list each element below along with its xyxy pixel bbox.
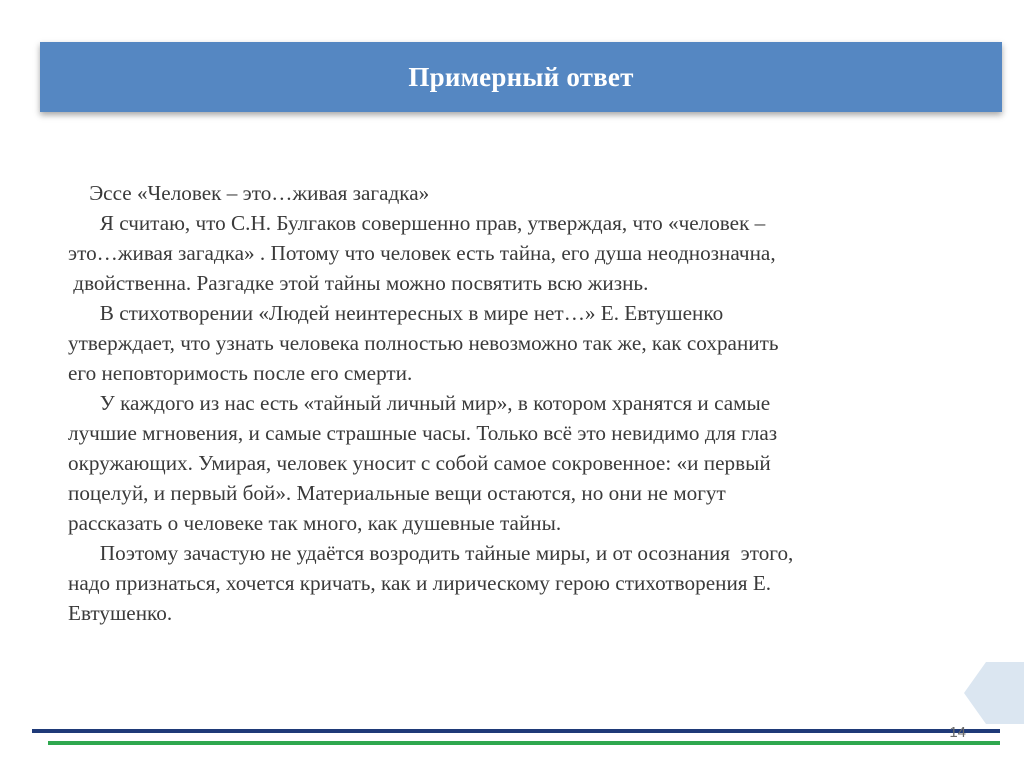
essay-line: В стихотворении «Людей неинтересных в мире нет…» Е. Евтушенко <box>68 301 724 325</box>
page-number: 14 <box>949 724 966 741</box>
essay-line: поцелуй, и первый бой». Материальные вещи остаются, но они не могут <box>68 481 726 505</box>
essay-line: Евтушенко. <box>68 601 173 625</box>
essay-line: это…живая загадка» . Потому что человек есть тайна, его душа неоднозначна, <box>68 241 776 265</box>
essay-line: рассказать о человеке так много, как душевные тайны. <box>68 511 562 535</box>
essay-line: У каждого из нас есть «тайный личный мир», в котором хранятся и самые <box>68 391 771 415</box>
footer-divider-blue <box>32 729 1000 733</box>
essay-text <box>68 178 973 628</box>
next-slide-arrow-icon[interactable] <box>964 662 1024 724</box>
footer-divider-green <box>48 741 1000 745</box>
essay-line: лучшие мгновения, и самые страшные часы. Только всё это невидимо для глаз <box>68 421 778 445</box>
essay-line: Поэтому зачастую не удаётся возродить тайные миры, и от осознания этого, <box>68 541 794 565</box>
slide-title: Примерный ответ <box>408 61 634 92</box>
essay-line: надо признаться, хочется кричать, как и лирическому герою стихотворения Е. <box>68 571 772 595</box>
slide-title-bar <box>40 42 1002 112</box>
essay-line: окружающих. Умирая, человек уносит с собой самое сокровенное: «и первый <box>68 451 771 475</box>
essay-line: утверждает, что узнать человека полностью невозможно так же, как сохранить <box>68 331 779 355</box>
essay-line: Эссе «Человек – это…живая загадка» <box>68 181 430 205</box>
essay-line: Я считаю, что С.Н. Булгаков совершенно прав, утверждая, что «человек – <box>68 211 766 235</box>
essay-line: его неповторимость после его смерти. <box>68 361 413 385</box>
essay-line: двойственна. Разгадке этой тайны можно посвятить всю жизнь. <box>68 271 649 295</box>
